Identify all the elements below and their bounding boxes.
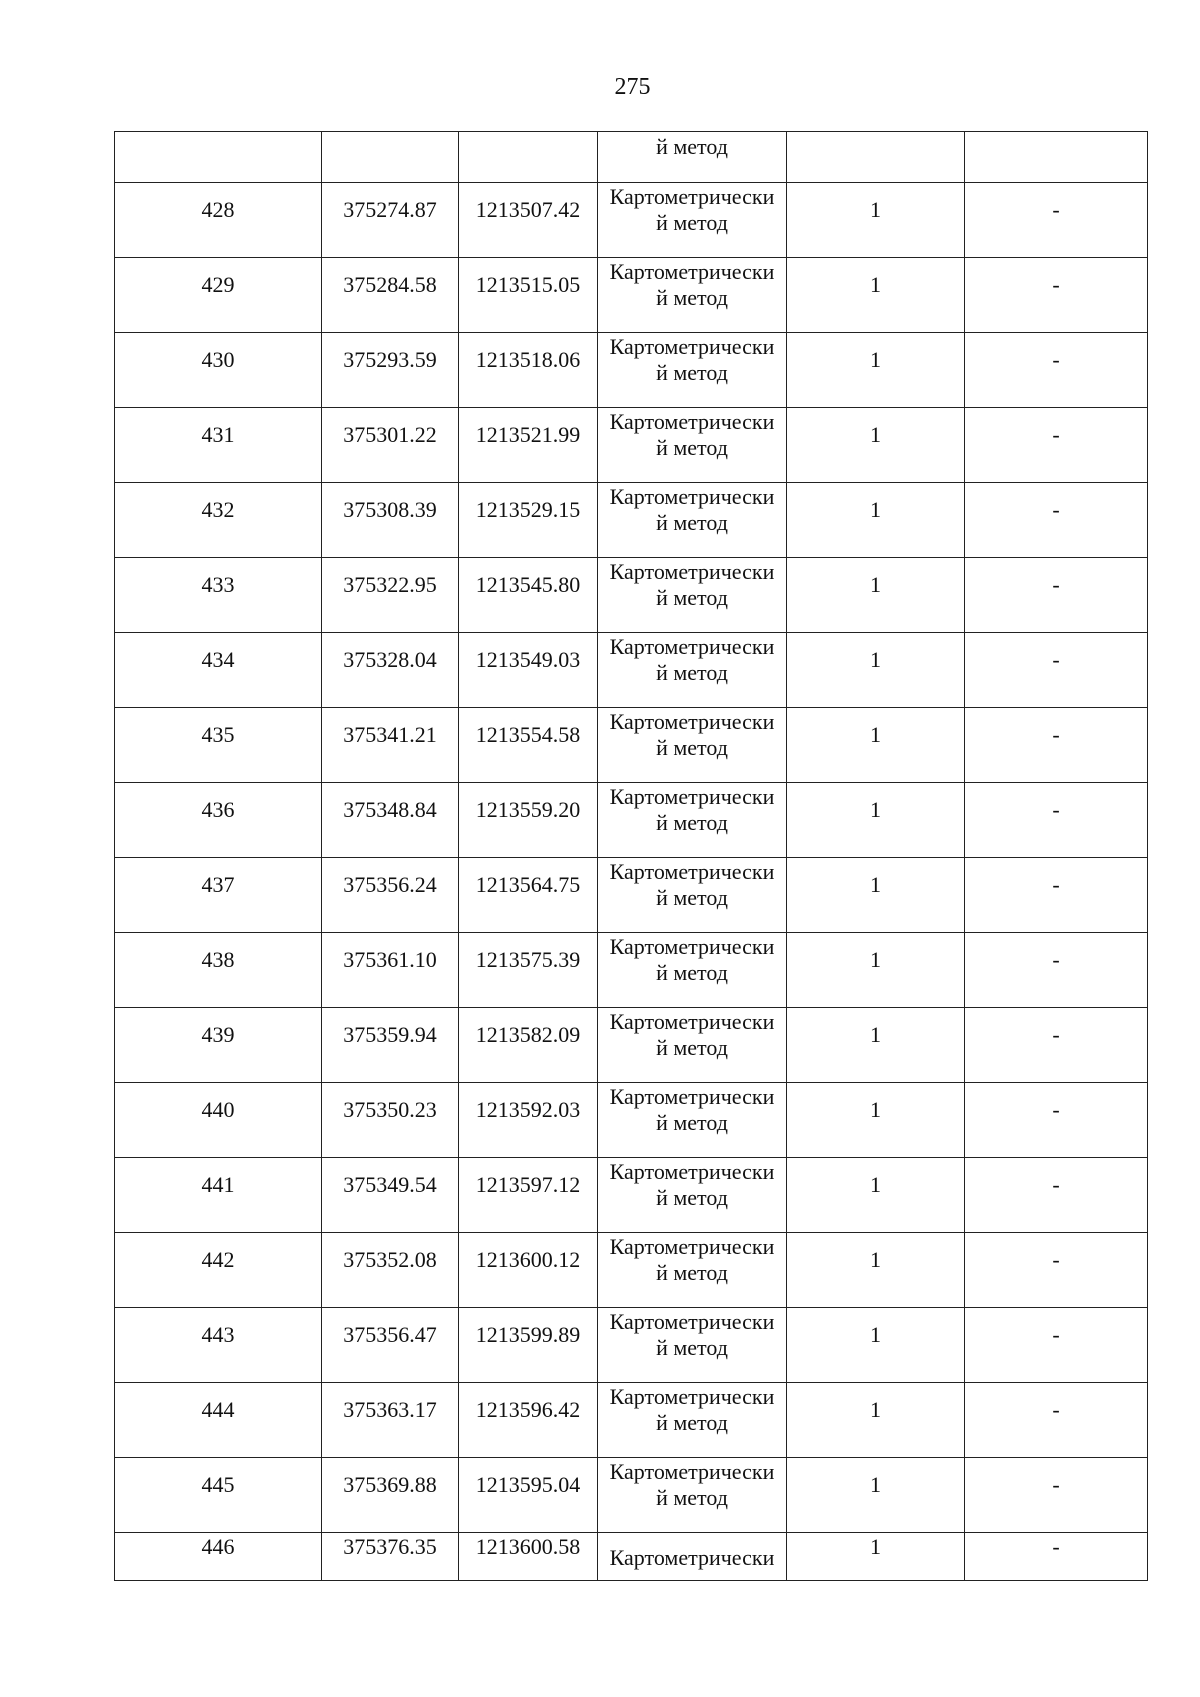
cell-note — [965, 1233, 1148, 1308]
cell-id-text: 435 — [201, 722, 235, 747]
cell-id — [115, 1008, 322, 1083]
cell-x-text: 375284.58 — [343, 272, 437, 297]
cell-y-text: 1213545.80 — [475, 572, 581, 597]
continued-row — [115, 132, 1148, 183]
cell-x-text: 375301.22 — [343, 422, 437, 447]
cell-accuracy — [787, 1083, 965, 1158]
cell-x-text: 375356.24 — [343, 872, 437, 897]
cell-accuracy — [787, 783, 965, 858]
cell-y — [459, 708, 598, 783]
cell-y-text: 1213592.03 — [475, 1097, 581, 1122]
cell-note-text: - — [1052, 347, 1060, 372]
cell-id — [115, 1533, 322, 1581]
cell-x-text: 375359.94 — [343, 1022, 437, 1047]
cell-x — [322, 1383, 459, 1458]
cell-method — [598, 858, 787, 933]
method-line-1: Картометрически — [609, 1384, 775, 1409]
method-line-1: Картометрически — [609, 1159, 775, 1184]
table-row — [115, 258, 1148, 333]
method-line-1: Картометрически — [609, 259, 775, 284]
cell-y-text: 1213596.42 — [475, 1397, 581, 1422]
method-line-2: й метод — [656, 1035, 728, 1060]
cell-y — [459, 933, 598, 1008]
table-row — [115, 483, 1148, 558]
cell-x-text: 375361.10 — [343, 947, 437, 972]
table-row — [115, 1158, 1148, 1233]
cell-accuracy-text: 1 — [870, 1247, 881, 1272]
table-row — [115, 333, 1148, 408]
method-line-2: й метод — [656, 810, 728, 835]
cell-accuracy — [787, 633, 965, 708]
cell-method — [598, 1308, 787, 1383]
table-row — [115, 1383, 1148, 1458]
cell-x — [322, 183, 459, 258]
cell-y-text: 1213595.04 — [475, 1472, 581, 1497]
cell-id-text: 432 — [201, 497, 235, 522]
method-line-2: й метод — [656, 735, 728, 760]
cell-note — [965, 1383, 1148, 1458]
method-line-2: й метод — [656, 510, 728, 535]
cell-note-text: - — [1052, 872, 1060, 897]
cell-x-text: 375322.95 — [343, 572, 437, 597]
cell-method — [598, 783, 787, 858]
cell-x — [322, 633, 459, 708]
method-line-1: Картометрически — [609, 784, 775, 809]
method-line-2: й метод — [656, 960, 728, 985]
cell-id-text: 441 — [201, 1172, 235, 1197]
cell-accuracy-text: 1 — [870, 422, 881, 447]
cell-accuracy — [787, 1383, 965, 1458]
cell-y-text: 1213518.06 — [475, 347, 581, 372]
cell-y-text: 1213600.58 — [475, 1534, 581, 1559]
cell-y-text: 1213554.58 — [475, 722, 581, 747]
cell-accuracy — [787, 1008, 965, 1083]
cell-accuracy-text: 1 — [870, 1322, 881, 1347]
table-row — [115, 783, 1148, 858]
table-row — [115, 183, 1148, 258]
method-line-2: й метод — [656, 210, 728, 235]
cell-x — [322, 408, 459, 483]
cell-x-text: 375356.47 — [343, 1322, 437, 1347]
cell-accuracy-text: 1 — [870, 197, 881, 222]
table-row — [115, 933, 1148, 1008]
cell-y — [459, 1158, 598, 1233]
cell-method — [598, 1008, 787, 1083]
cell-y-text: 1213575.39 — [475, 947, 581, 972]
cell-note-text: - — [1052, 947, 1060, 972]
cell-note — [965, 858, 1148, 933]
cell-x — [322, 1308, 459, 1383]
cell-x — [322, 1533, 459, 1581]
cell-y-text: 1213549.03 — [475, 647, 581, 672]
cell-y — [459, 1008, 598, 1083]
cell-id — [115, 1458, 322, 1533]
cell-y-text: 1213597.12 — [475, 1172, 581, 1197]
cell-id-text: 428 — [201, 197, 235, 222]
cell-id-text: 429 — [201, 272, 235, 297]
cell-method — [598, 1458, 787, 1533]
cell-method — [598, 333, 787, 408]
cell-y — [459, 333, 598, 408]
cell-x-text: 375352.08 — [343, 1247, 437, 1272]
cell-x — [322, 1158, 459, 1233]
method-line-1: Картометрически — [609, 559, 775, 584]
method-line-1: Картометрически — [609, 934, 775, 959]
cell-y-text: 1213507.42 — [475, 197, 581, 222]
method-line-2: й метод — [656, 585, 728, 610]
cell-method — [598, 1533, 787, 1581]
cell-y — [459, 258, 598, 333]
cell-x — [322, 1083, 459, 1158]
table-row — [115, 708, 1148, 783]
cell-note — [965, 1308, 1148, 1383]
cell-accuracy — [787, 258, 965, 333]
cell-note — [965, 483, 1148, 558]
page-number: 275 — [614, 74, 651, 100]
cell-note-text: - — [1052, 422, 1060, 447]
cell-note-text: - — [1052, 1022, 1060, 1047]
coordinates-table — [114, 131, 1148, 1581]
method-line-1: Картометрически — [609, 1234, 775, 1259]
cell-method — [598, 1233, 787, 1308]
method-line-2: й метод — [656, 660, 728, 685]
cell-note-text: - — [1052, 497, 1060, 522]
cell-id — [115, 933, 322, 1008]
cell-note — [965, 633, 1148, 708]
cell-accuracy — [787, 558, 965, 633]
cell-id-text: 440 — [201, 1097, 235, 1122]
cell-id-text: 444 — [201, 1397, 235, 1422]
cell-accuracy — [787, 1233, 965, 1308]
cell-id-text: 446 — [201, 1534, 235, 1559]
cell-note-text: - — [1052, 1172, 1060, 1197]
cell-y-text: 1213529.15 — [475, 497, 581, 522]
cell-id — [115, 258, 322, 333]
cell-id — [115, 708, 322, 783]
cell-y — [459, 858, 598, 933]
cell-id — [115, 1083, 322, 1158]
cell-note — [965, 258, 1148, 333]
cell-accuracy-text: 1 — [870, 1472, 881, 1497]
cell-x — [322, 858, 459, 933]
cell-y — [459, 483, 598, 558]
cell-y — [459, 1458, 598, 1533]
cell-id-text: 443 — [201, 1322, 235, 1347]
cell-y — [459, 558, 598, 633]
method-line-2: й метод — [656, 1335, 728, 1360]
cell-x — [322, 483, 459, 558]
cell-method-text: Картометрически — [609, 1545, 775, 1570]
cell-x — [322, 132, 459, 183]
cell-note-text: - — [1052, 572, 1060, 597]
cell-accuracy — [787, 1158, 965, 1233]
cell-accuracy-text: 1 — [870, 272, 881, 297]
cell-x-text: 375349.54 — [343, 1172, 437, 1197]
method-line-1: Картометрически — [609, 859, 775, 884]
method-line-1: Картометрически — [609, 334, 775, 359]
cell-x — [322, 1233, 459, 1308]
cell-id — [115, 858, 322, 933]
cell-note — [965, 1008, 1148, 1083]
method-line-1: Картометрически — [609, 184, 775, 209]
cell-y — [459, 1083, 598, 1158]
method-line-2: й метод — [656, 1110, 728, 1135]
cell-y — [459, 783, 598, 858]
method-line-1: Картометрически — [609, 709, 775, 734]
cell-y-text: 1213521.99 — [475, 422, 581, 447]
cell-y — [459, 1383, 598, 1458]
cell-x-text: 375328.04 — [343, 647, 437, 672]
cell-method — [598, 132, 787, 183]
method-line-1: Картометрически — [609, 1084, 775, 1109]
cell-note-text: - — [1052, 1097, 1060, 1122]
method-line-2: й метод — [656, 360, 728, 385]
cell-method — [598, 1158, 787, 1233]
cell-x — [322, 258, 459, 333]
cell-y-text: 1213582.09 — [475, 1022, 581, 1047]
cell-y-text: 1213559.20 — [475, 797, 581, 822]
cell-id-text: 433 — [201, 572, 235, 597]
table-row — [115, 1458, 1148, 1533]
cell-x — [322, 783, 459, 858]
table-row — [115, 408, 1148, 483]
cell-x-text: 375363.17 — [343, 1397, 437, 1422]
cell-accuracy — [787, 858, 965, 933]
cell-note — [965, 1158, 1148, 1233]
cell-x-text: 375348.84 — [343, 797, 437, 822]
cell-x — [322, 558, 459, 633]
cell-x-text: 375274.87 — [343, 197, 437, 222]
cell-method — [598, 408, 787, 483]
method-line-1: Картометрически — [609, 1009, 775, 1034]
cell-accuracy — [787, 333, 965, 408]
table-row — [115, 1308, 1148, 1383]
cell-accuracy — [787, 183, 965, 258]
cell-method — [598, 933, 787, 1008]
cell-method — [598, 633, 787, 708]
cell-note-text: - — [1052, 1472, 1060, 1497]
cell-method — [598, 1083, 787, 1158]
method-line-1: Картометрически — [609, 1459, 775, 1484]
cell-accuracy-text: 1 — [870, 1022, 881, 1047]
cell-method — [598, 1383, 787, 1458]
method-line-2: й метод — [656, 285, 728, 310]
cell-note — [965, 783, 1148, 858]
cell-x-text: 375376.35 — [343, 1534, 437, 1559]
cell-accuracy — [787, 132, 965, 183]
method-line-2: й метод — [656, 1410, 728, 1435]
cell-note-text: - — [1052, 1247, 1060, 1272]
cell-x-text: 375369.88 — [343, 1472, 437, 1497]
cell-id — [115, 558, 322, 633]
cell-id — [115, 1233, 322, 1308]
cell-method — [598, 183, 787, 258]
cell-id-text: 442 — [201, 1247, 235, 1272]
cell-y — [459, 408, 598, 483]
cell-note — [965, 1458, 1148, 1533]
cell-note — [965, 933, 1148, 1008]
cell-accuracy — [787, 483, 965, 558]
cell-id-text: 434 — [201, 647, 235, 672]
cell-note — [965, 183, 1148, 258]
table-row — [115, 1083, 1148, 1158]
table-row — [115, 858, 1148, 933]
method-line-1: Картометрически — [609, 634, 775, 659]
method-line-2: й метод — [656, 1485, 728, 1510]
cell-id — [115, 132, 322, 183]
cell-method — [598, 558, 787, 633]
cell-id — [115, 1308, 322, 1383]
cell-note — [965, 132, 1148, 183]
method-line-2: й метод — [656, 1185, 728, 1210]
method-line-1: Картометрически — [609, 409, 775, 434]
cell-x — [322, 333, 459, 408]
cell-id-text: 430 — [201, 347, 235, 372]
cell-note-text: - — [1052, 647, 1060, 672]
cell-y — [459, 1308, 598, 1383]
cell-id-text: 436 — [201, 797, 235, 822]
method-line-2: й метод — [656, 435, 728, 460]
cell-y-text: 1213599.89 — [475, 1322, 581, 1347]
cell-accuracy-text: 1 — [870, 1097, 881, 1122]
table-row-last — [115, 1533, 1148, 1581]
cell-id — [115, 183, 322, 258]
cell-note — [965, 408, 1148, 483]
cell-note-text: - — [1052, 797, 1060, 822]
cell-y-text: 1213564.75 — [475, 872, 581, 897]
cell-id-text: 439 — [201, 1022, 235, 1047]
cell-y — [459, 1533, 598, 1581]
cell-x — [322, 933, 459, 1008]
cell-note-text: - — [1052, 272, 1060, 297]
method-text: й метод — [656, 134, 728, 159]
cell-note-text: - — [1052, 197, 1060, 222]
table-row — [115, 558, 1148, 633]
cell-id — [115, 408, 322, 483]
cell-id — [115, 1383, 322, 1458]
cell-id — [115, 633, 322, 708]
cell-y-text: 1213600.12 — [475, 1247, 581, 1272]
cell-id — [115, 1158, 322, 1233]
cell-method — [598, 708, 787, 783]
cell-note-text: - — [1052, 1397, 1060, 1422]
cell-accuracy-text: 1 — [870, 1397, 881, 1422]
cell-id — [115, 483, 322, 558]
cell-y — [459, 132, 598, 183]
cell-accuracy-text: 1 — [870, 1534, 881, 1559]
cell-x — [322, 1008, 459, 1083]
cell-id-text: 437 — [201, 872, 235, 897]
cell-note-text: - — [1052, 722, 1060, 747]
cell-accuracy — [787, 708, 965, 783]
cell-note-text: - — [1052, 1322, 1060, 1347]
cell-id-text: 431 — [201, 422, 235, 447]
cell-accuracy-text: 1 — [870, 947, 881, 972]
cell-id-text: 445 — [201, 1472, 235, 1497]
cell-accuracy-text: 1 — [870, 1172, 881, 1197]
cell-note — [965, 1533, 1148, 1581]
cell-x-text: 375341.21 — [343, 722, 437, 747]
cell-method — [598, 258, 787, 333]
cell-accuracy-text: 1 — [870, 572, 881, 597]
cell-id — [115, 333, 322, 408]
cell-accuracy — [787, 1458, 965, 1533]
cell-accuracy — [787, 1308, 965, 1383]
cell-y — [459, 1233, 598, 1308]
method-line-2: й метод — [656, 1260, 728, 1285]
table-row — [115, 633, 1148, 708]
cell-id — [115, 783, 322, 858]
cell-x — [322, 1458, 459, 1533]
cell-note — [965, 1083, 1148, 1158]
method-line-2: й метод — [656, 885, 728, 910]
cell-accuracy-text: 1 — [870, 722, 881, 747]
method-line-1: Картометрически — [609, 484, 775, 509]
table-row — [115, 1233, 1148, 1308]
cell-id-text: 438 — [201, 947, 235, 972]
cell-accuracy-text: 1 — [870, 797, 881, 822]
cell-method — [598, 483, 787, 558]
cell-accuracy — [787, 933, 965, 1008]
cell-y-text: 1213515.05 — [475, 272, 581, 297]
method-line-1: Картометрически — [609, 1309, 775, 1334]
cell-y — [459, 183, 598, 258]
cell-accuracy-text: 1 — [870, 647, 881, 672]
cell-note — [965, 708, 1148, 783]
cell-accuracy-text: 1 — [870, 497, 881, 522]
cell-note — [965, 558, 1148, 633]
cell-accuracy — [787, 1533, 965, 1581]
table-body — [115, 132, 1148, 1581]
cell-y — [459, 633, 598, 708]
cell-x-text: 375350.23 — [343, 1097, 437, 1122]
cell-note — [965, 333, 1148, 408]
table-row — [115, 1008, 1148, 1083]
cell-x-text: 375293.59 — [343, 347, 437, 372]
cell-x — [322, 708, 459, 783]
cell-accuracy-text: 1 — [870, 347, 881, 372]
cell-accuracy-text: 1 — [870, 872, 881, 897]
cell-note-text: - — [1052, 1534, 1060, 1559]
cell-accuracy — [787, 408, 965, 483]
cell-x-text: 375308.39 — [343, 497, 437, 522]
